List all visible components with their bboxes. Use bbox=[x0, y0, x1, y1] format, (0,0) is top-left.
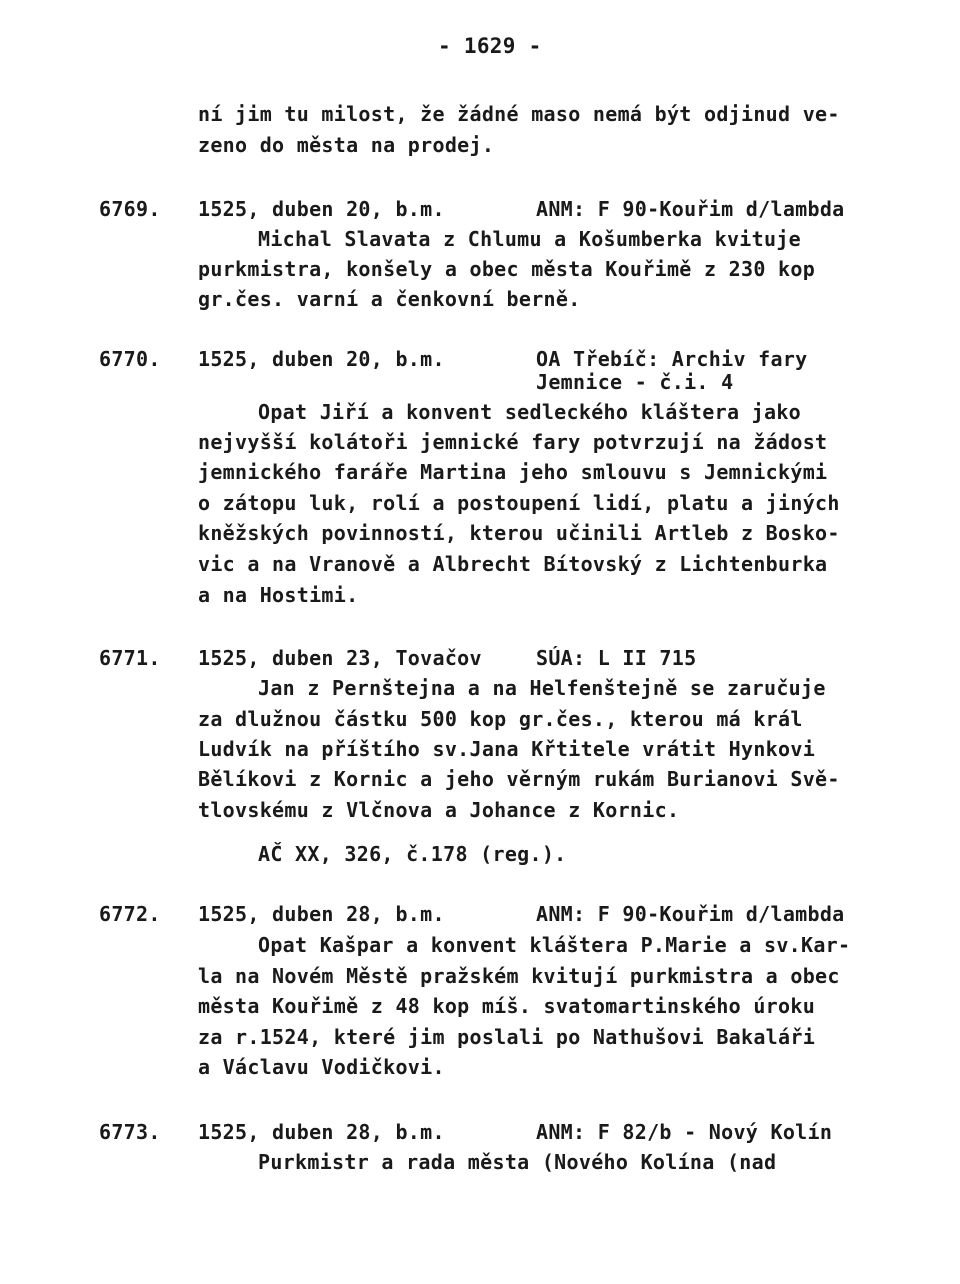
entry-text-line: nejvyšší kolátoři jemnické fary potvrzují na žádost bbox=[198, 430, 828, 454]
entry-source: ANM: F 82/b - Nový Kolín bbox=[536, 1120, 833, 1144]
entry-text-line: kněžských povinností, kterou učinili Artleb z Bosko- bbox=[198, 521, 840, 545]
entry-header: 1525, duben 28, b.m. bbox=[198, 902, 445, 926]
entry-header: 1525, duben 23, Tovačov bbox=[198, 646, 482, 670]
entry-text-line: Michal Slavata z Chlumu a Košumberka kvituje bbox=[258, 227, 802, 251]
entry-text-line: a na Hostimi. bbox=[198, 583, 359, 607]
entry-text-line: vic a na Vranově a Albrecht Bítovský z Lichtenburka bbox=[198, 552, 828, 576]
entry-header: 1525, duben 20, b.m. bbox=[198, 197, 445, 221]
entry-text-line: Bělíkovi z Kornic a jeho věrným rukám Burianovi Svě- bbox=[198, 767, 840, 791]
entry-text-line: za dlužnou částku 500 kop gr.čes., kterou má král bbox=[198, 707, 803, 731]
entry-number: 6771. bbox=[99, 646, 161, 670]
entry-number: 6769. bbox=[99, 197, 161, 221]
entry-number: 6772. bbox=[99, 902, 161, 926]
entry-source: ANM: F 90-Kouřim d/lambda bbox=[536, 197, 845, 221]
entry-source: ANM: F 90-Kouřim d/lambda bbox=[536, 902, 845, 926]
entry-text-line: za r.1524, které jim poslali po Nathušovi Bakaláři bbox=[198, 1025, 816, 1049]
entry-header: 1525, duben 28, b.m. bbox=[198, 1120, 445, 1144]
entry-text-line: jemnického faráře Martina jeho smlouvu s Jemnickými bbox=[198, 460, 828, 484]
entry-text-line: a Václavu Vodičkovi. bbox=[198, 1055, 445, 1079]
entry-source: OA Třebíč: Archiv fary bbox=[536, 347, 808, 371]
entry-source: Jemnice - č.i. 4 bbox=[536, 370, 734, 394]
entry-text-line: Ludvík na příštího sv.Jana Křtitele vrátit Hynkovi bbox=[198, 737, 816, 761]
entry-header: 1525, duben 20, b.m. bbox=[198, 347, 445, 371]
entry-text-line: města Kouřimě z 48 kop míš. svatomartinského úroku bbox=[198, 994, 816, 1018]
entry-number: 6770. bbox=[99, 347, 161, 371]
entry-reference: AČ XX, 326, č.178 (reg.). bbox=[258, 842, 567, 866]
entry-text-line: Jan z Pernštejna a na Helfenštejně se zaručuje bbox=[258, 676, 826, 700]
entry-text-line: Opat Kašpar a konvent kláštera P.Marie a sv.Kar- bbox=[258, 933, 851, 957]
entry-number: 6773. bbox=[99, 1120, 161, 1144]
intro-line: ní jim tu milost, že žádné maso nemá být odjinud ve- bbox=[198, 102, 840, 126]
entry-source: SÚA: L II 715 bbox=[536, 646, 697, 670]
entry-text-line: o zátopu luk, rolí a postoupení lidí, platu a jiných bbox=[198, 491, 840, 515]
entry-text-line: Purkmistr a rada města (Nového Kolína (nad bbox=[258, 1150, 777, 1174]
entry-text-line: tlovskému z Vlčnova a Johance z Kornic. bbox=[198, 798, 680, 822]
intro-line: zeno do města na prodej. bbox=[198, 133, 495, 157]
entry-text-line: Opat Jiří a konvent sedleckého kláštera jako bbox=[258, 400, 802, 424]
entry-text-line: la na Novém Městě pražském kvitují purkmistra a obec bbox=[198, 964, 840, 988]
page-number: - 1629 - bbox=[438, 34, 542, 58]
entry-text-line: gr.čes. varní a čenkovní berně. bbox=[198, 287, 581, 311]
entry-text-line: purkmistra, konšely a obec města Kouřimě z 230 kop bbox=[198, 257, 816, 281]
